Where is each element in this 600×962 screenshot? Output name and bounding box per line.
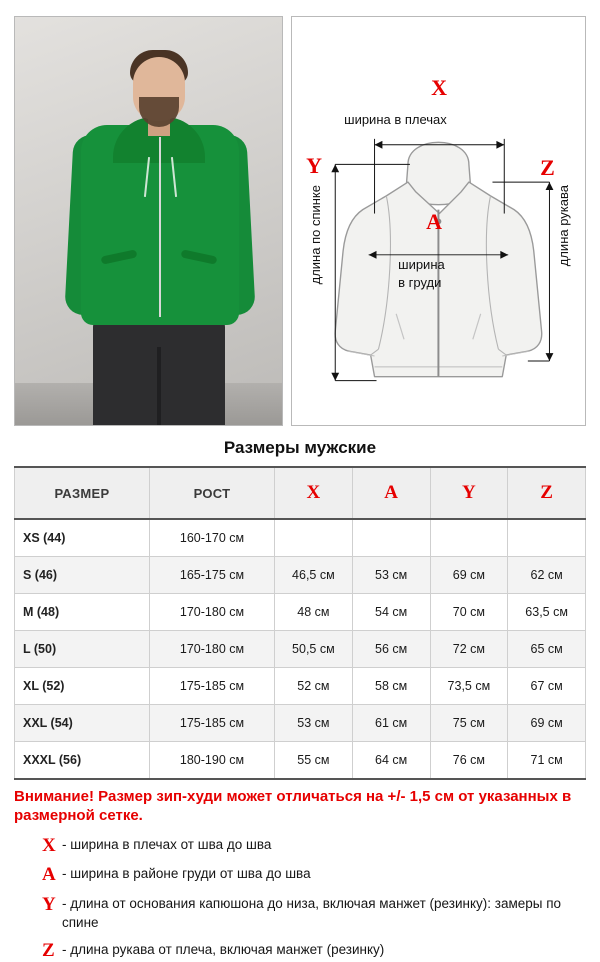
diagram-label-back-length: длина по спинке	[308, 185, 324, 285]
cell-a: 54 см	[352, 594, 430, 631]
size-warning-note: Внимание! Размер зип-худи может отличаться на +/- 1,5 см от указанных в размерной сетке.	[14, 788, 572, 824]
cell-x	[275, 519, 353, 557]
diagram-letter-x: X	[431, 75, 448, 100]
cell-height: 170-180 см	[150, 631, 275, 668]
cell-size: S (46)	[15, 557, 150, 594]
cell-y: 75 см	[430, 705, 508, 742]
cell-height: 165-175 см	[150, 557, 275, 594]
table-row	[15, 631, 586, 668]
cell-a: 61 см	[352, 705, 430, 742]
cell-x: 53 см	[275, 705, 353, 742]
cell-a: 58 см	[352, 668, 430, 705]
legend-item-x	[42, 836, 586, 857]
legend-text-y: - длина от основания капюшона до низа, включая манжет (резинку): замеры по спине	[62, 896, 562, 930]
header-height: РОСТ	[150, 467, 275, 519]
cell-x: 50,5 см	[275, 631, 353, 668]
cell-z: 67 см	[508, 668, 586, 705]
cell-z: 65 см	[508, 631, 586, 668]
cell-height: 160-170 см	[150, 519, 275, 557]
diagram-label-shoulders: ширина в плечах	[344, 112, 447, 127]
cell-y: 72 см	[430, 631, 508, 668]
legend-text-z: - длина рукава от плеча, включая манжет (резинку)	[62, 941, 385, 957]
cell-y: 70 см	[430, 594, 508, 631]
legend-list	[42, 836, 586, 962]
cell-size: XS (44)	[15, 519, 150, 557]
diagram-label-chest-2: в груди	[398, 275, 442, 290]
table-row	[15, 557, 586, 594]
header-a: A	[352, 467, 430, 519]
cell-y: 69 см	[430, 557, 508, 594]
cell-size: XXXL (56)	[15, 742, 150, 780]
diagram-label-sleeve-length: длина рукава	[556, 185, 572, 267]
diagram-label-chest-1: ширина	[398, 257, 445, 272]
cell-x: 46,5 см	[275, 557, 353, 594]
size-table	[14, 466, 586, 780]
table-row	[15, 594, 586, 631]
cell-y: 73,5 см	[430, 668, 508, 705]
cell-y	[430, 519, 508, 557]
table-row	[15, 519, 586, 557]
diagram-letter-a: A	[426, 209, 443, 234]
legend-letter-y: Y	[42, 894, 56, 916]
table-row	[15, 668, 586, 705]
hoodie-photo	[14, 16, 283, 426]
cell-x: 52 см	[275, 668, 353, 705]
cell-a: 64 см	[352, 742, 430, 780]
header-size: РАЗМЕР	[15, 467, 150, 519]
legend-letter-a: A	[42, 864, 56, 886]
legend-item-a	[42, 865, 586, 886]
model-leg-split	[157, 347, 161, 426]
measurement-diagram	[291, 16, 586, 426]
legend-text-a: - ширина в районе груди от шва до шва	[62, 866, 311, 882]
header-y: Y	[430, 467, 508, 519]
cell-z: 62 см	[508, 557, 586, 594]
cell-x: 55 см	[275, 742, 353, 780]
cell-height: 175-185 см	[150, 668, 275, 705]
legend-letter-x: X	[42, 834, 56, 856]
cell-height: 180-190 см	[150, 742, 275, 780]
cell-a	[352, 519, 430, 557]
diagram-letter-y: Y	[306, 153, 323, 178]
header-z: Z	[508, 467, 586, 519]
legend-letter-z: Z	[42, 939, 55, 961]
table-row	[15, 742, 586, 780]
model-zipper	[159, 137, 161, 317]
cell-z	[508, 519, 586, 557]
cell-a: 53 см	[352, 557, 430, 594]
table-title: Размеры мужские	[223, 438, 377, 457]
cell-x: 48 см	[275, 594, 353, 631]
table-row	[15, 705, 586, 742]
cell-z: 71 см	[508, 742, 586, 780]
cell-size: L (50)	[15, 631, 150, 668]
top-images-row	[14, 16, 586, 426]
cell-size: XL (52)	[15, 668, 150, 705]
table-header-row	[15, 467, 586, 519]
legend-text-x: - ширина в плечах от шва до шва	[62, 836, 272, 852]
cell-z: 63,5 см	[508, 594, 586, 631]
header-x: X	[275, 467, 353, 519]
diagram-letter-z: Z	[540, 155, 555, 180]
cell-size: XXL (54)	[15, 705, 150, 742]
cell-a: 56 см	[352, 631, 430, 668]
legend-item-z	[42, 941, 586, 962]
cell-size: M (48)	[15, 594, 150, 631]
cell-height: 175-185 см	[150, 705, 275, 742]
cell-z: 69 см	[508, 705, 586, 742]
cell-y: 76 см	[430, 742, 508, 780]
cell-height: 170-180 см	[150, 594, 275, 631]
legend-item-y	[42, 895, 586, 931]
